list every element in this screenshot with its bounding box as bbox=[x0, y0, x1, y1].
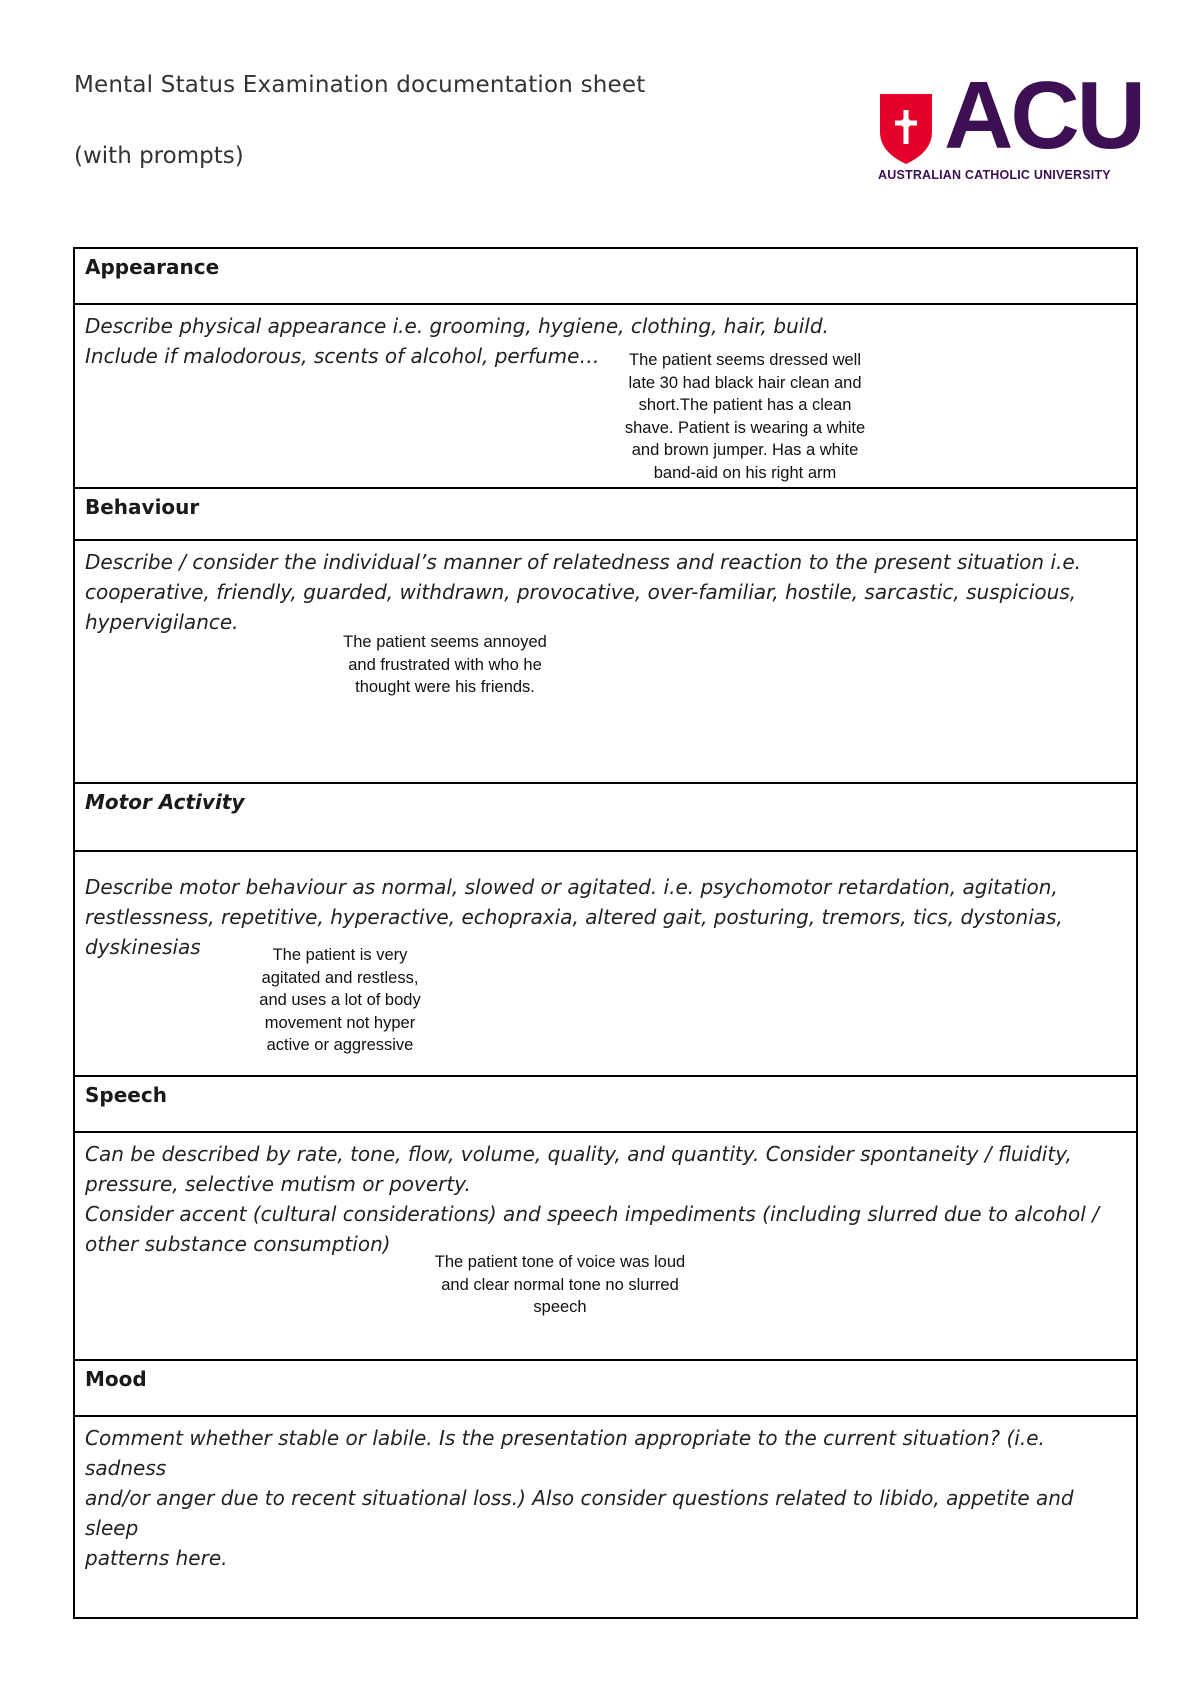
section-heading: Behaviour bbox=[85, 495, 200, 519]
section-body-row[interactable] bbox=[75, 852, 1136, 1077]
section-prompt: Comment whether stable or labile. Is the presentation appropriate to the current situation? (i.e. sadness and/or anger due to recent situational loss.) Also consider questions related to libido, appetite and sleep patterns here. bbox=[85, 1426, 1074, 1570]
section-heading: Speech bbox=[85, 1083, 167, 1107]
section-body-row[interactable] bbox=[75, 1133, 1136, 1361]
acu-logo bbox=[878, 62, 1143, 188]
section-body-row[interactable] bbox=[75, 305, 1136, 489]
answer-text: The patient seems dressed well late 30 had black hair clean and short.The patient has a clean shave. Patient is wearing a white and brown jumper. Has a white band-aid on his right arm bbox=[624, 351, 866, 482]
section-prompt: Can be described by rate, tone, flow, volume, quality, and quantity. Consider spontaneity / fluidity, pressure, selective mutism or poverty. Consider accent (cultural considerations) and speech impediments (including slurred due to alcohol / other substance consumption) bbox=[85, 1142, 1099, 1256]
section-prompt: Describe / consider the individual’s manner of relatedness and reaction to the present situation i.e. cooperative, friendly, guarded, withdrawn, provocative, over-familiar, hostile, sarcastic, suspicious, hypervigilance. bbox=[85, 550, 1082, 634]
section-heading-row bbox=[75, 249, 1136, 305]
section-heading-row bbox=[75, 489, 1136, 541]
section-heading: Mood bbox=[85, 1367, 147, 1391]
section-body-row[interactable] bbox=[75, 1417, 1136, 1617]
logo-wordmark: ACU bbox=[944, 62, 1143, 169]
section-heading-row bbox=[75, 1077, 1136, 1133]
section-heading-row bbox=[75, 1361, 1136, 1417]
answer-text: The patient is very agitated and restless, and uses a lot of body movement not hyper active or aggressive bbox=[259, 946, 421, 1054]
page-title: Mental Status Examination documentation sheet bbox=[74, 72, 646, 98]
shield-cross-icon bbox=[878, 92, 934, 166]
page-subtitle: (with prompts) bbox=[74, 143, 244, 169]
section-heading: Appearance bbox=[85, 255, 220, 279]
section-heading: Motor Activity bbox=[85, 790, 245, 814]
answer-text: The patient seems annoyed and frustrated with who he thought were his friends. bbox=[343, 633, 547, 696]
section-heading-row bbox=[75, 784, 1136, 852]
mse-form-table bbox=[73, 247, 1138, 1619]
logo-tagline: AUSTRALIAN CATHOLIC UNIVERSITY bbox=[878, 168, 1111, 182]
section-prompt: Describe motor behaviour as normal, slowed or agitated. i.e. psychomotor retardation, agitation, restlessness, repetitive, hyperactive, echopraxia, altered gait, posturing, tremors, tics, dystonias, dyskinesias bbox=[85, 875, 1063, 959]
section-body-row[interactable] bbox=[75, 541, 1136, 784]
section-prompt: Describe physical appearance i.e. grooming, hygiene, clothing, hair, build. Include if malodorous, scents of alcohol, perfume… bbox=[85, 314, 829, 368]
answer-text: The patient tone of voice was loud and clear normal tone no slurred speech bbox=[434, 1253, 686, 1316]
